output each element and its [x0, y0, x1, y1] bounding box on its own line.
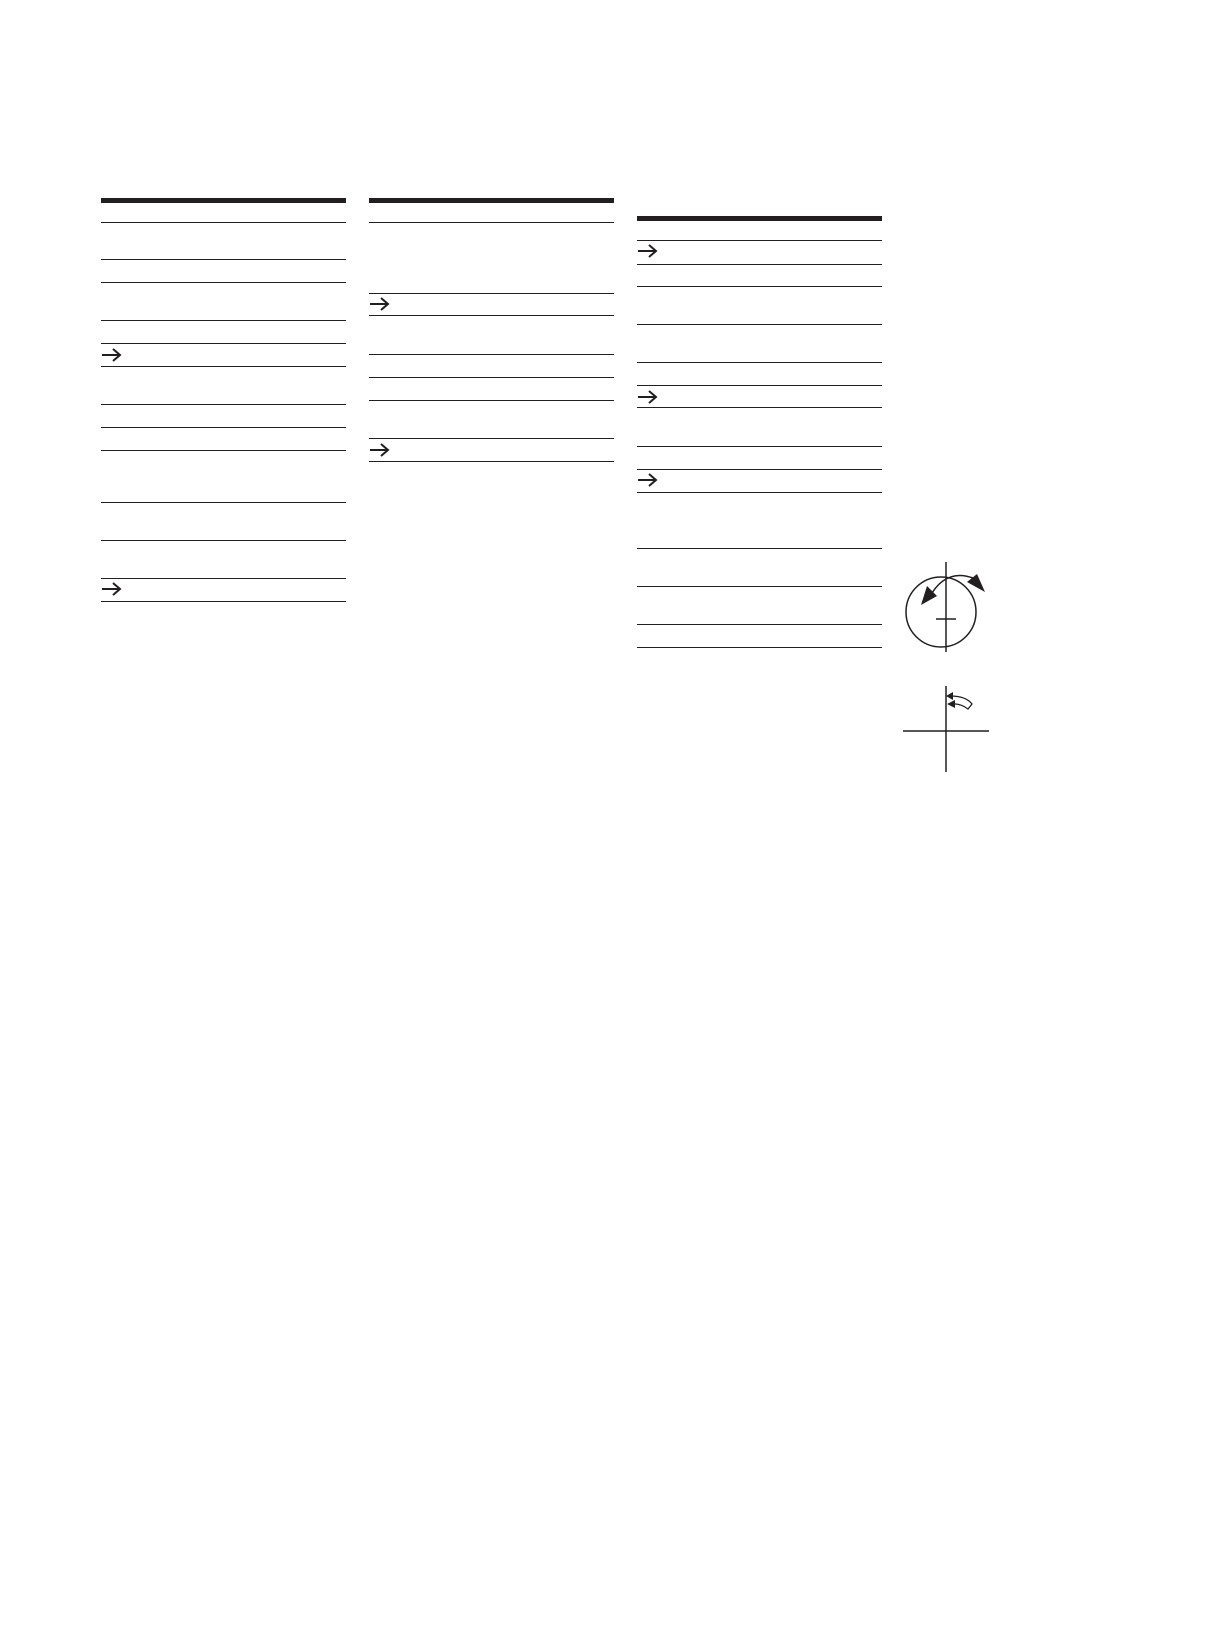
row-rule [101, 502, 346, 503]
row-rule [637, 324, 882, 325]
row-rule [369, 461, 614, 462]
right-arrow-icon [637, 243, 659, 259]
row-rule [637, 362, 882, 363]
row-rule [101, 222, 346, 223]
row-rule [637, 240, 882, 241]
row-rule [369, 377, 614, 378]
row-rule [101, 578, 346, 579]
row-rule [637, 407, 882, 408]
right-arrow-icon [637, 389, 659, 405]
row-rule [369, 315, 614, 316]
clockwise-rotation-dial-icon [895, 560, 995, 655]
row-rule [369, 438, 614, 439]
column-header-rule [369, 198, 614, 203]
right-arrow-icon [637, 472, 659, 488]
row-rule [369, 354, 614, 355]
right-arrow-icon [101, 581, 123, 597]
row-rule [101, 366, 346, 367]
row-rule [637, 647, 882, 648]
column-header-rule [101, 198, 346, 203]
row-rule [637, 469, 882, 470]
row-rule [101, 282, 346, 283]
row-rule [637, 548, 882, 549]
row-rule [101, 404, 346, 405]
row-rule [369, 400, 614, 401]
row-rule [101, 320, 346, 321]
row-rule [637, 286, 882, 287]
right-arrow-icon [101, 347, 123, 363]
axis-rotation-icon [900, 684, 992, 774]
right-arrow-icon [369, 442, 391, 458]
row-rule [101, 540, 346, 541]
row-rule [637, 492, 882, 493]
right-arrow-icon [369, 296, 391, 312]
row-rule [369, 293, 614, 294]
column-header-rule [637, 216, 882, 221]
row-rule [637, 446, 882, 447]
row-rule [637, 264, 882, 265]
row-rule [101, 259, 346, 260]
row-rule [101, 343, 346, 344]
row-rule [369, 222, 614, 223]
row-rule [101, 601, 346, 602]
row-rule [637, 624, 882, 625]
row-rule [101, 450, 346, 451]
row-rule [637, 385, 882, 386]
row-rule [637, 586, 882, 587]
row-rule [101, 427, 346, 428]
